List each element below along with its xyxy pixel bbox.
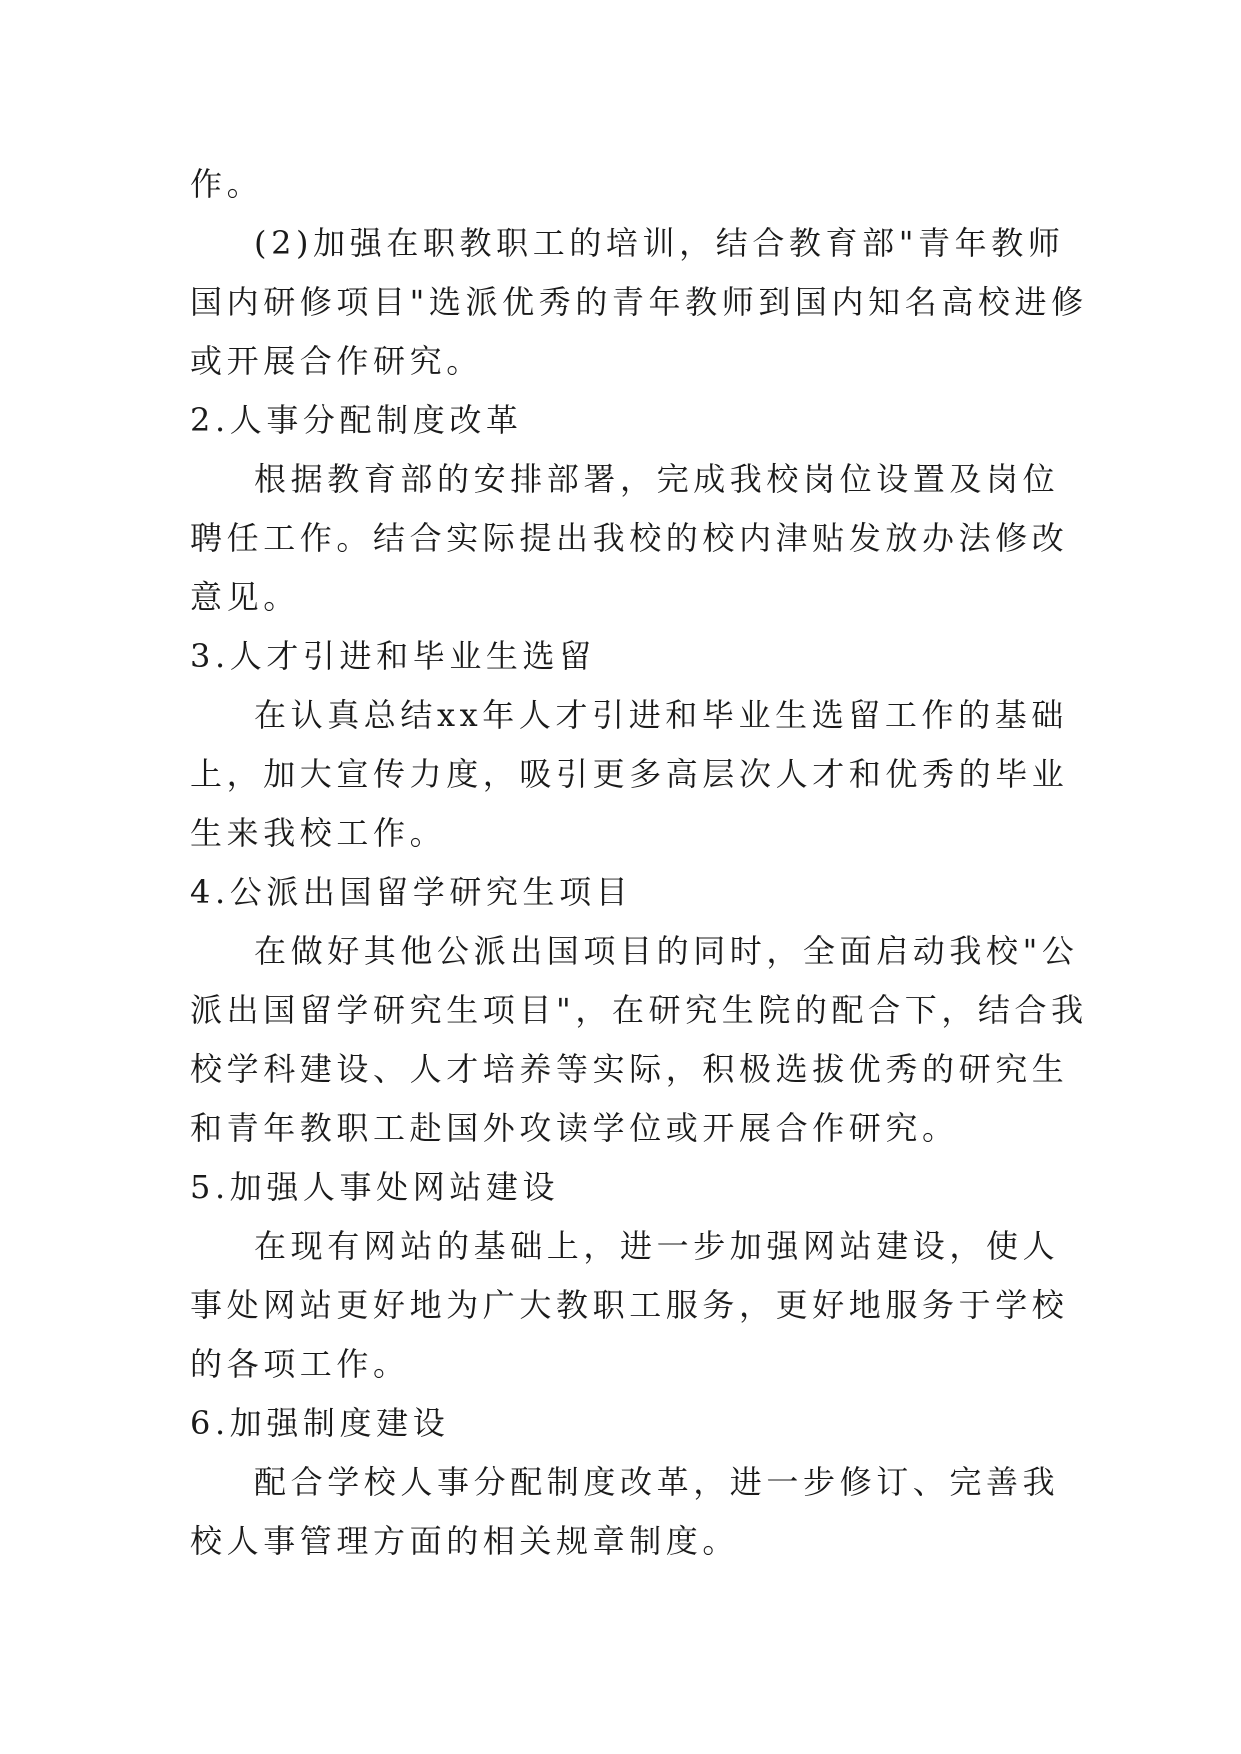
paragraph-study-abroad: 在做好其他公派出国项目的同时，全面启动我校"公派出国留学研究生项目"，在研究生院的配合下，结合我校学科建设、人才培养等实际，积极选拔优秀的研究生和青年教职工赴国外攻读学位或开展合作研究。	[190, 932, 1088, 1147]
section-heading-3: 3.人才引进和毕业生选留	[190, 637, 596, 675]
paragraph-training: (2)加强在职教职工的培训，结合教育部"青年教师国内研修项目"选派优秀的青年教师到国内知名高校进修或开展合作研究。	[190, 224, 1088, 380]
paragraph-talent-recruitment: 在认真总结xx年人才引进和毕业生选留工作的基础上，加大宣传力度，吸引更多高层次人才和优秀的毕业生来我校工作。	[190, 696, 1069, 852]
section-heading-5: 5.加强人事处网站建设	[190, 1168, 560, 1206]
section-heading-6: 6.加强制度建设	[190, 1404, 450, 1442]
section-heading-2: 2.人事分配制度改革	[190, 401, 523, 439]
paragraph-regulations: 配合学校人事分配制度改革，进一步修订、完善我校人事管理方面的相关规章制度。	[190, 1463, 1060, 1560]
section-heading-4: 4.公派出国留学研究生项目	[190, 873, 633, 911]
paragraph-post-setting: 根据教育部的安排部署，完成我校岗位设置及岗位聘任工作。结合实际提出我校的校内津贴发放办法修改意见。	[190, 460, 1069, 616]
document-body	[190, 155, 1090, 1571]
paragraph-continuation: 作。	[190, 165, 264, 203]
paragraph-website: 在现有网站的基础上，进一步加强网站建设，使人事处网站更好地为广大教职工服务，更好地服务于学校的各项工作。	[190, 1227, 1069, 1383]
